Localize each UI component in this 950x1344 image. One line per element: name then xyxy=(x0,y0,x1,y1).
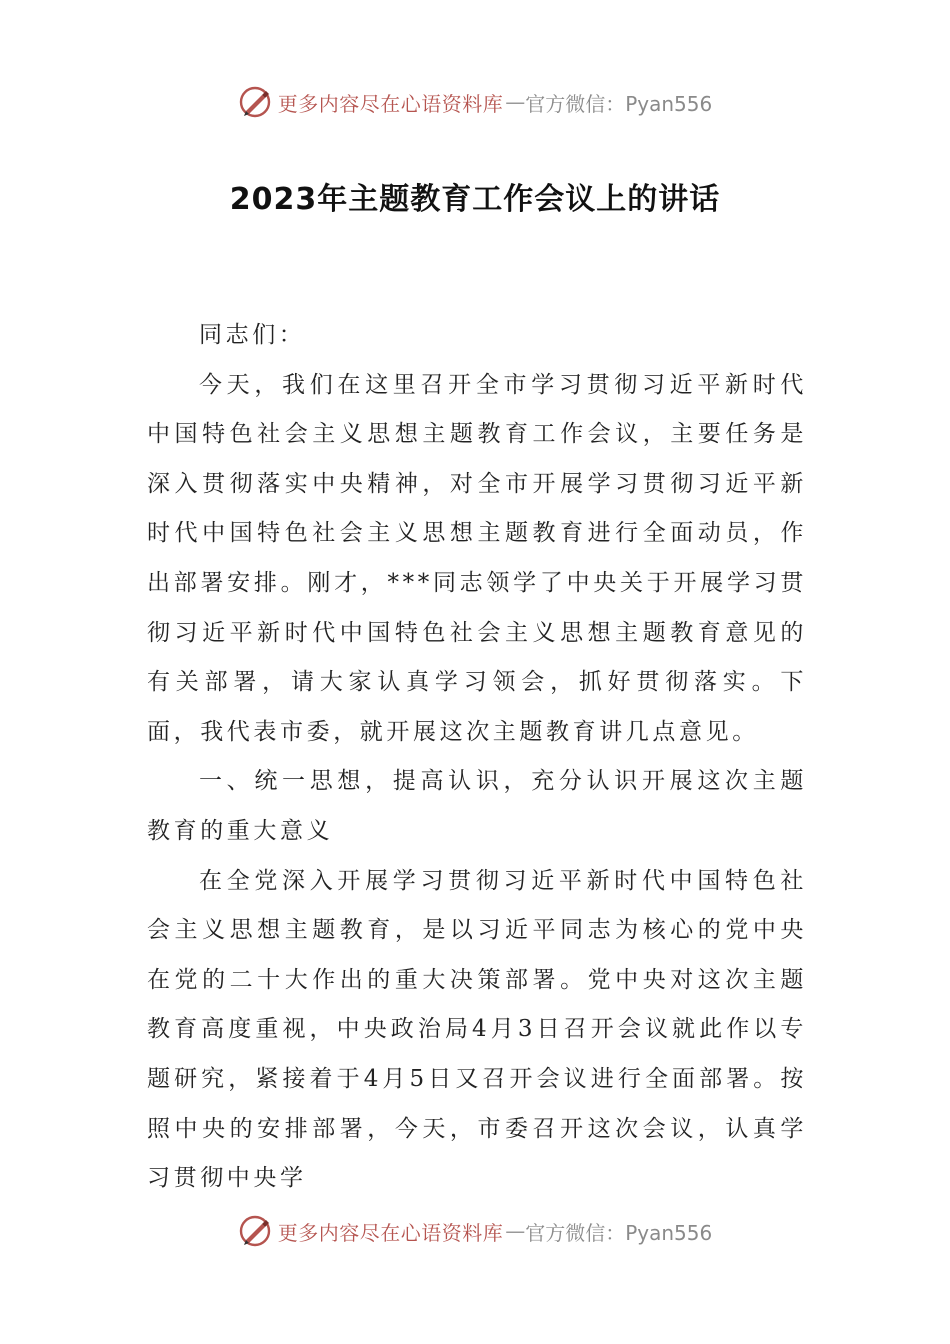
header-watermark-banner xyxy=(0,82,950,122)
banner-brand-text: 更多内容尽在心语资料库 xyxy=(277,91,504,116)
document-title: 2023年主题教育工作会议上的讲话 xyxy=(229,182,721,217)
banner-separator: — xyxy=(505,90,524,114)
pen-logo-icon xyxy=(238,85,272,119)
body-paragraph: 今天，我们在这里召开全市学习贯彻习近平新时代中国特色社会主义思想主题教育工作会议，主要任务是深入贯彻落实中央精神，对全市开展学习贯彻习近平新时代中国特色社会主义思想主题教育进行全面动员，作出部署安排。刚才，***同志领学了中央关于开展学习贯彻习近平新时代中国特色社会主义思想主题教育意见的有关部署，请大家认真学习领会，抓好贯彻落实。下面，我代表市委，就开展这次主题教育讲几点意见。 xyxy=(147,371,807,745)
section-heading: 一、统一思想，提高认识，充分认识开展这次主题教育的重大意义 xyxy=(147,768,807,844)
banner-contact-text: 官方微信：Pyan556 xyxy=(525,91,713,116)
banner-separator: — xyxy=(505,1219,524,1243)
footer-watermark-banner xyxy=(0,1211,950,1251)
body-paragraph: 在全党深入开展学习贯彻习近平新时代中国特色社会主义思想主题教育，是以习近平同志为核心的党中央在党的二十大作出的重大决策部署。党中央对这次主题教育高度重视，中央政治局4月3日召开会议就此作以专题研究，紧接着于4月5日又召开会议进行全面部署。按照中央的安排部署，今天，市委召开这次会议，认真学习贯彻中央学 xyxy=(147,867,807,1192)
pen-logo-icon xyxy=(238,1214,272,1248)
document-body xyxy=(147,311,807,1204)
banner-brand-text: 更多内容尽在心语资料库 xyxy=(277,1220,504,1245)
salutation: 同志们： xyxy=(199,322,306,348)
banner-contact-text: 官方微信：Pyan556 xyxy=(525,1220,713,1245)
